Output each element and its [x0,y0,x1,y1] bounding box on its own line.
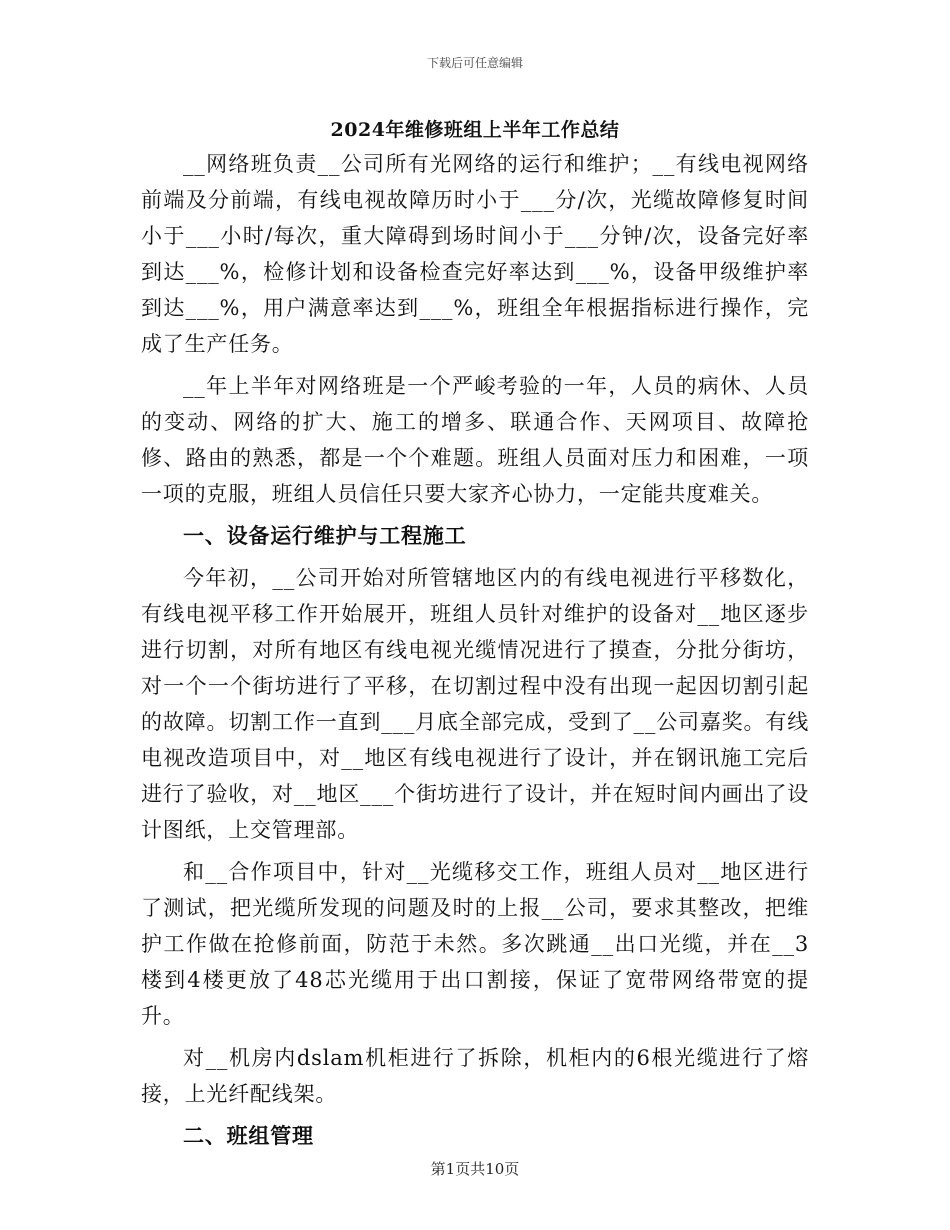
section-heading-equipment: 一、设备运行维护与工程施工 [183,523,467,548]
document-body [141,146,809,1160]
paragraph-cooperation: 和__合作项目中，针对__光缆移交工作，班组人员对__地区进行了测试，把光缆所发现的问题及时的上报__公司，要求其整改，把维护工作做在抢修前面，防范于未然。多次跳通__出口光缆，并在__3楼到4楼更放了48芯光缆用于出口割接，保证了宽带网络带宽的提升。 [141,860,809,1028]
paragraph-tv-migration: 今年初，__公司开始对所管辖地区内的有线电视进行平移数化，有线电视平移工作开始展开，班组人员针对维护的设备对__地区逐步进行切割，对所有地区有线电视光缆情况进行了摸查，分批分街坊，对一个一个街坊进行了平移，在切割过程中没有出现一起因切割引起的故障。切割工作一直到___月底全部完成，受到了__公司嘉奖。有线电视改造项目中，对__地区有线电视进行了设计，并在钢讯施工完后进行了验收，对__地区___个街坊进行了设计，并在短时间内画出了设计图纸，上交管理部。 [141,566,809,842]
page-header-note: 下载后可任意编辑 [426,56,523,70]
paragraph-responsibilities: __网络班负责__公司所有光网络的运行和维护；__有线电视网络前端及分前端，有线电视故障历时小于___分/次，光缆故障修复时间小于___小时/每次，重大障碍到场时间小于___分钟/次，设备完好率到达___%，检修计划和设备检查完好率达到___%，设备甲级维护率到达___%，用户满意率达到___%，班组全年根据指标进行操作，完成了生产任务。 [141,152,809,356]
paragraph-challenges: __年上半年对网络班是一个严峻考验的一年，人员的病休、人员的变动、网络的扩大、施工的增多、联通合作、天网项目、故障抢修、路由的熟悉，都是一个个难题。班组人员面对压力和困难，一项一项的克服，班组人员信任只要大家齐心协力，一定能共度难关。 [141,374,809,506]
paragraph-dslam: 对__机房内dslam机柜进行了拆除，机柜内的6根光缆进行了熔接，上光纤配线架。 [141,1046,809,1106]
section-heading-management: 二、班组管理 [183,1123,314,1148]
document-title: 2024年维修班组上半年工作总结 [330,119,620,141]
page-number: 第1页共10页 [430,1160,520,1178]
